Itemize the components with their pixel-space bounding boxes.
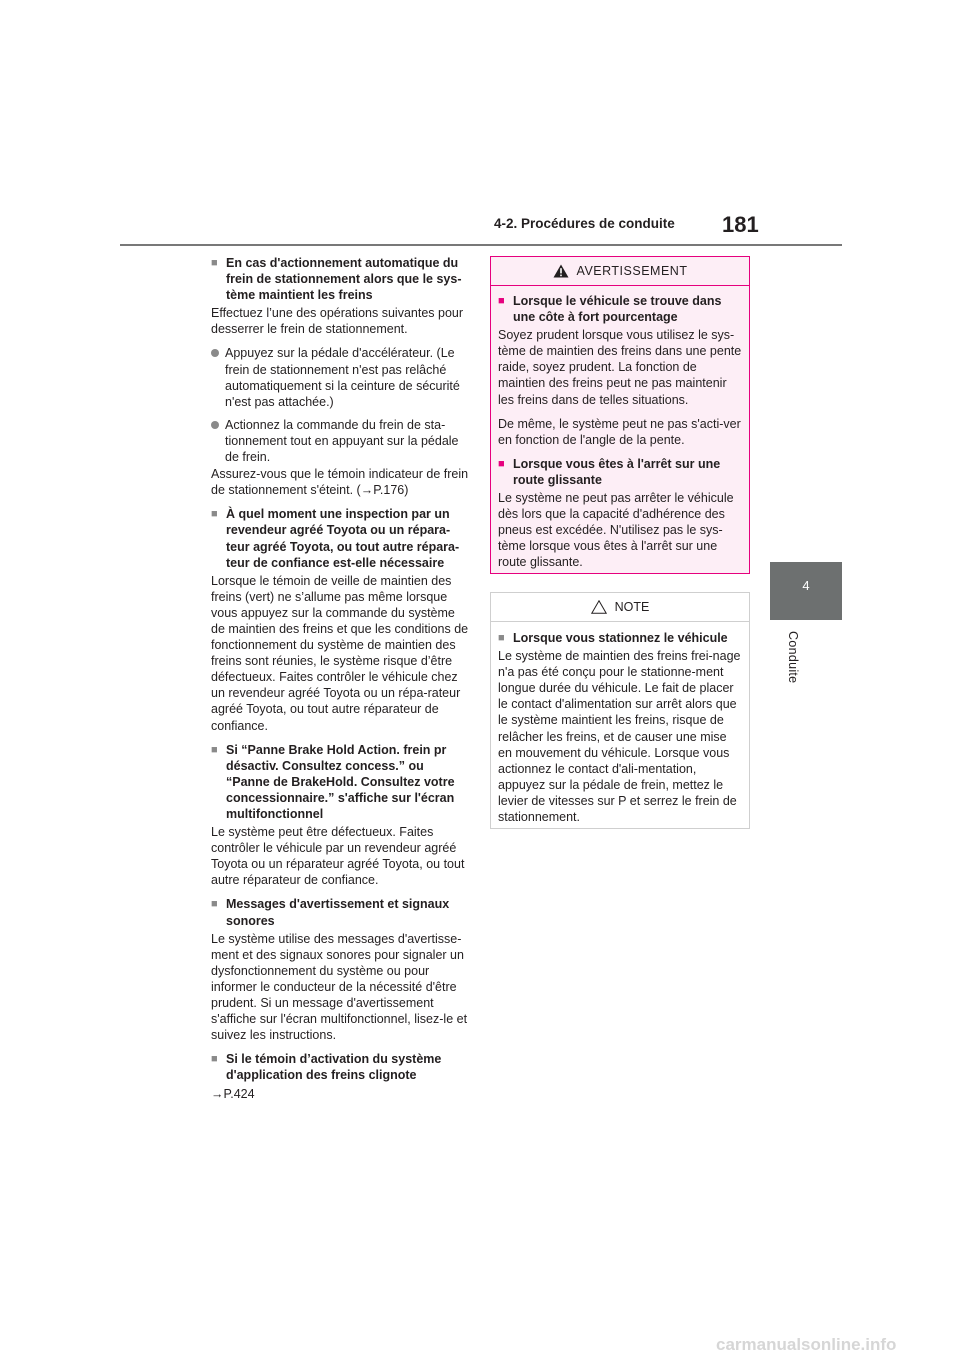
section-heading: ■ Si “Panne Brake Hold Action. frein pr désactiv. Consultez concess.” ou “Panne de BrakeHold. Consultez votre concessionnaire.” s'affiche sur l'écran multifonctionnel (211, 742, 455, 821)
square-bullet-icon: ■ (211, 743, 218, 756)
warning-heading: ■ Lorsque vous êtes à l'arrêt sur une route glissante (498, 456, 721, 487)
paragraph: Assurez-vous que le témoin indicateur de frein de stationnement s'éteint. (→P.176) (211, 467, 469, 498)
warning-paragraph: De même, le système peut ne pas s'acti-ver en fonction de l'angle de la pente. (498, 416, 741, 447)
note-heading: ■ Lorsque vous stationnez le véhicule (498, 631, 728, 645)
watermark: carmanualsonline.info (716, 1335, 897, 1354)
page-reference: →P.424 (211, 1086, 255, 1101)
note-label: NOTE (614, 600, 650, 614)
warning-paragraph: Soyez prudent lorsque vous utilisez le sys-tème de maintien des freins dans une pente raide, soyez prudent. La fonction de maintien des freins peut ne pas maintenir les freins dans de telles situations. (498, 328, 742, 407)
section-heading: ■ En cas d'actionnement automatique du frein de stationnement alors que le sys-tème maintient les freins (211, 256, 462, 303)
note-body (491, 622, 749, 825)
warning-header (491, 257, 749, 286)
warning-box (490, 256, 750, 574)
section-heading: ■ À quel moment une inspection par un revendeur agréé Toyota ou un répara-teur agréé Toyota, ou tout autre répara-teur de confiance est-elle nécessaire (211, 507, 460, 570)
chapter-number: 4 (802, 578, 810, 593)
paragraph: Le système peut être défectueux. Faites contrôler le véhicule par un revendeur agréé Toyota ou un réparateur agréé Toyota, ou tout autre réparateur de confiance. (211, 825, 465, 888)
list-item: Actionnez la commande du frein de sta-tionnement tout en appuyant sur la pédale de frein. (211, 417, 469, 465)
square-bullet-icon: ■ (211, 257, 218, 269)
note-box (490, 592, 750, 829)
section-title: 4-2. Procédures de conduite (494, 216, 675, 231)
square-bullet-icon: ■ (498, 457, 505, 470)
page-number: 181 (722, 212, 759, 237)
round-bullet-icon (211, 349, 219, 357)
note-paragraph: Le système de maintien des freins frei-nage n'a pas été conçu pour le stationne-ment longue durée du véhicule. Le fait de placer le contact d'alimentation sur arrêt alors que le système maintient les freins, risque de relâcher les freins, et de causer une mise en mouvement du véhicule. Lorsque vous actionnez le contact d'ali-mentation, appuyez sur la pédale de frein, mettez le levier de vitesses sur P et serrez le frein de stationnement. (498, 649, 741, 825)
paragraph: Le système utilise des messages d'avertisse-ment et des signaux sonores pour signaler un dysfonctionnement du système ou pour informer le conducteur de la nécessité d'être prudent. Si un message d'avertissement s'affiche sur l'écran multifonctionnel, lisez-le et suivez les instructions. (211, 931, 468, 1043)
square-bullet-icon: ■ (498, 295, 505, 307)
warning-label: AVERTISSEMENT (576, 264, 688, 278)
section-heading: ■ Si le témoin d’activation du système d'application des freins clignote (211, 1052, 442, 1083)
paragraph: Effectuez l’une des opérations suivantes pour desserrer le frein de stationnement. (211, 306, 464, 337)
square-bullet-icon: ■ (498, 632, 505, 644)
warning-paragraph: Le système ne peut pas arrêter le véhicule dès lors que la capacité d'adhérence des pneus est excédée. N'utilisez pas le sys-tème lorsque vous êtes à l'arrêt sur une route glissante. (498, 491, 734, 570)
list-item: Appuyez sur la pédale d'accélérateur. (Le frein de stationnement n'est pas relâché automatiquement si la ceinture de sécurité n'est pas attachée.) (211, 345, 469, 409)
section-heading: ■ Messages d'avertissement et signaux sonores (211, 897, 450, 928)
paragraph: Lorsque le témoin de veille de maintien des freins (vert) ne s’allume pas même lorsque vous appuyez sur la commande du système de maintien des freins et que les conditions de fonctionnement du système de maintien des freins sont réunies, le système risque d’être défectueux. Faites contrôler le véhicule chez un revendeur agréé Toyota ou un répa-rateur agréé Toyota, ou tout autre réparateur de confiance. (211, 573, 469, 733)
square-bullet-icon: ■ (211, 1053, 218, 1066)
square-bullet-icon: ■ (211, 508, 218, 521)
note-header (491, 593, 749, 622)
chapter-name: Conduite (786, 631, 800, 684)
warning-body (491, 286, 749, 571)
header-divider (120, 244, 842, 246)
round-bullet-icon (211, 421, 219, 429)
caution-triangle-icon (591, 600, 607, 614)
square-bullet-icon: ■ (211, 898, 218, 911)
warning-heading: ■ Lorsque le véhicule se trouve dans une côte à fort pourcentage (498, 294, 722, 325)
warning-triangle-icon (553, 264, 569, 278)
main-column (211, 255, 469, 1110)
